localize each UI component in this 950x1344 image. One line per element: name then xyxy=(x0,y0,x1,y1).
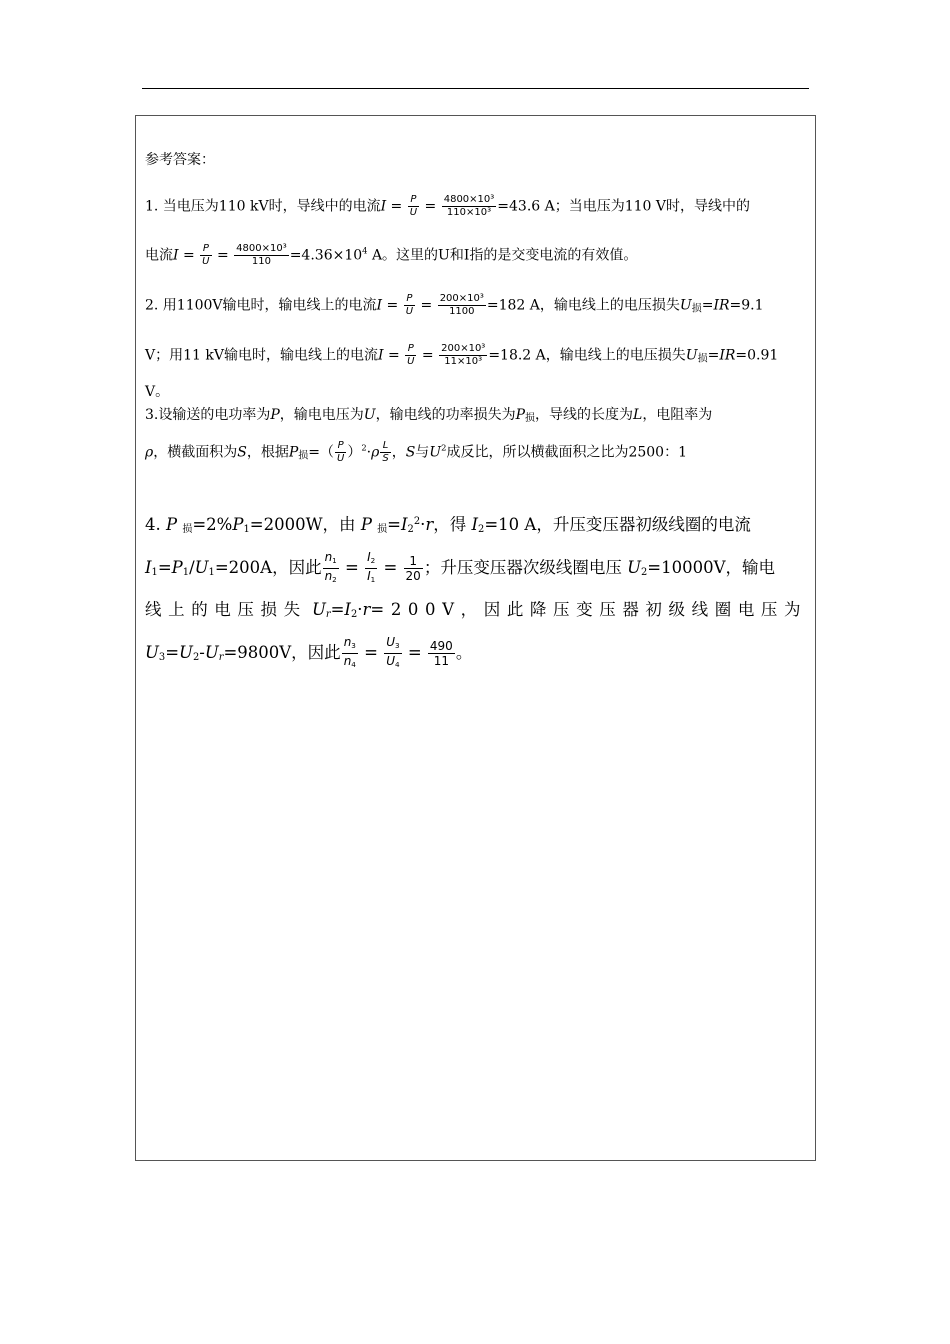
fraction-n3-over-n4: $\frac{n_3}{n_4}$ xyxy=(343,635,356,669)
answer-1-line-2: 电流I = $\frac{P}{U}$ = $\frac{\text{4800×10³}}{110}$ $=4.36\times 10^4$ A。这里的U和I指的是交变电流的有效值。 xyxy=(145,243,638,267)
fraction-line-current-1: $\frac{\text{200×10³}}{1100}$ xyxy=(439,293,484,317)
fraction-p-over-u: $\frac{P}{U}$ xyxy=(407,343,415,367)
answer-1-line-1: 1. 当电压为110 kV时，导线中的电流I = $\frac{P}{U}$ = $\frac{\text{4800×10³}}{\text{110×10³}}$ =43.6 A；当电压为110 V时，导线中的 xyxy=(145,194,751,218)
answer-3-line-1: 3.设输送的电功率为P，输电电压为U，输电线的功率损失为$P_损$，导线的长度为L，电阻率为 xyxy=(145,407,713,424)
answer-2-line-3: V。 xyxy=(145,384,170,400)
fraction-line-current-2: $\frac{\text{200×10³}}{\text{11×10³}}$ xyxy=(441,343,486,367)
fraction-p-over-u: $\frac{P}{U}$ xyxy=(202,243,210,267)
answer-4-line-1: 4. P $_损=2\%P_1=2000W$，由 P $_损=I_2^2\cdot r$，得 $I_2=10$ A，升压变压器初级线圈的电流 xyxy=(145,515,751,535)
fraction-i2-over-i1: $\frac{I_2}{I_1}$ xyxy=(367,550,376,584)
answer-4-line-2: $I_1=P_1/U_1=200A$，因此 $\frac{n_1}{n_2}$ = $\frac{I_2}{I_1}$ = $\frac{1}{20}$ ；升压变压器次级线圈电压 $U_2=10000V$，输电 xyxy=(145,550,807,587)
fraction-n1-over-n2: $\frac{n_1}{n_2}$ xyxy=(324,550,337,584)
fraction-current-2: $\frac{\text{4800×10³}}{110}$ xyxy=(236,243,287,267)
answer-heading: 参考答案： xyxy=(145,152,215,168)
fraction-u3-over-u4: $\frac{U_3}{U_4}$ xyxy=(386,635,400,669)
header-rule xyxy=(142,88,809,89)
answer-2-line-2: V；用11 kV输电时，输电线上的电流I = $\frac{P}{U}$ = $\frac{\text{200×10³}}{\text{11×10³}}$ =18.2 A，输电线上的电压损失$U_损=IR=0.91$ xyxy=(145,343,779,367)
answer-2-line-1: 2. 用1100V输电时，输电线上的电流I = $\frac{P}{U}$ = $\frac{\text{200×10³}}{1100}$ =182 A，输电线上的电压损失$U_损=IR=9.1$ xyxy=(145,293,764,317)
fraction-one-twentieth: $\frac{1}{20}$ xyxy=(405,554,421,583)
answer-3-line-2: ρ，横截面积为S，根据$P_损=$（ $\frac{P}{U}$ ）$^2$·ρ $\frac{L}{S}$ ，S与$U^2$成反比，所以横截面积之比为2500：1 xyxy=(145,440,687,464)
answer-4-line-4: $U_3=U_2-U_r=9800V$，因此 $\frac{n_3}{n_4}$ = $\frac{U_3}{U_4}$ = $\frac{490}{11}$ 。 xyxy=(145,635,807,672)
fraction-p-over-u: $\frac{P}{U}$ xyxy=(405,293,414,317)
fraction-490-over-11: $\frac{490}{11}$ xyxy=(429,639,453,668)
fraction-p-over-u: $\frac{P}{U}$ xyxy=(336,440,345,464)
fraction-l-over-s: $\frac{L}{S}$ xyxy=(382,440,389,464)
fraction-p-over-u: $\frac{P}{U}$ xyxy=(409,194,418,218)
fraction-current-1: $\frac{\text{4800×10³}}{\text{110×10³}}$ xyxy=(443,194,495,218)
answer-4-line-3: 线上的电压损失 $U_r=I_2\cdot r=200V$，因此降压变压器初级线圈电压为 xyxy=(145,600,808,620)
